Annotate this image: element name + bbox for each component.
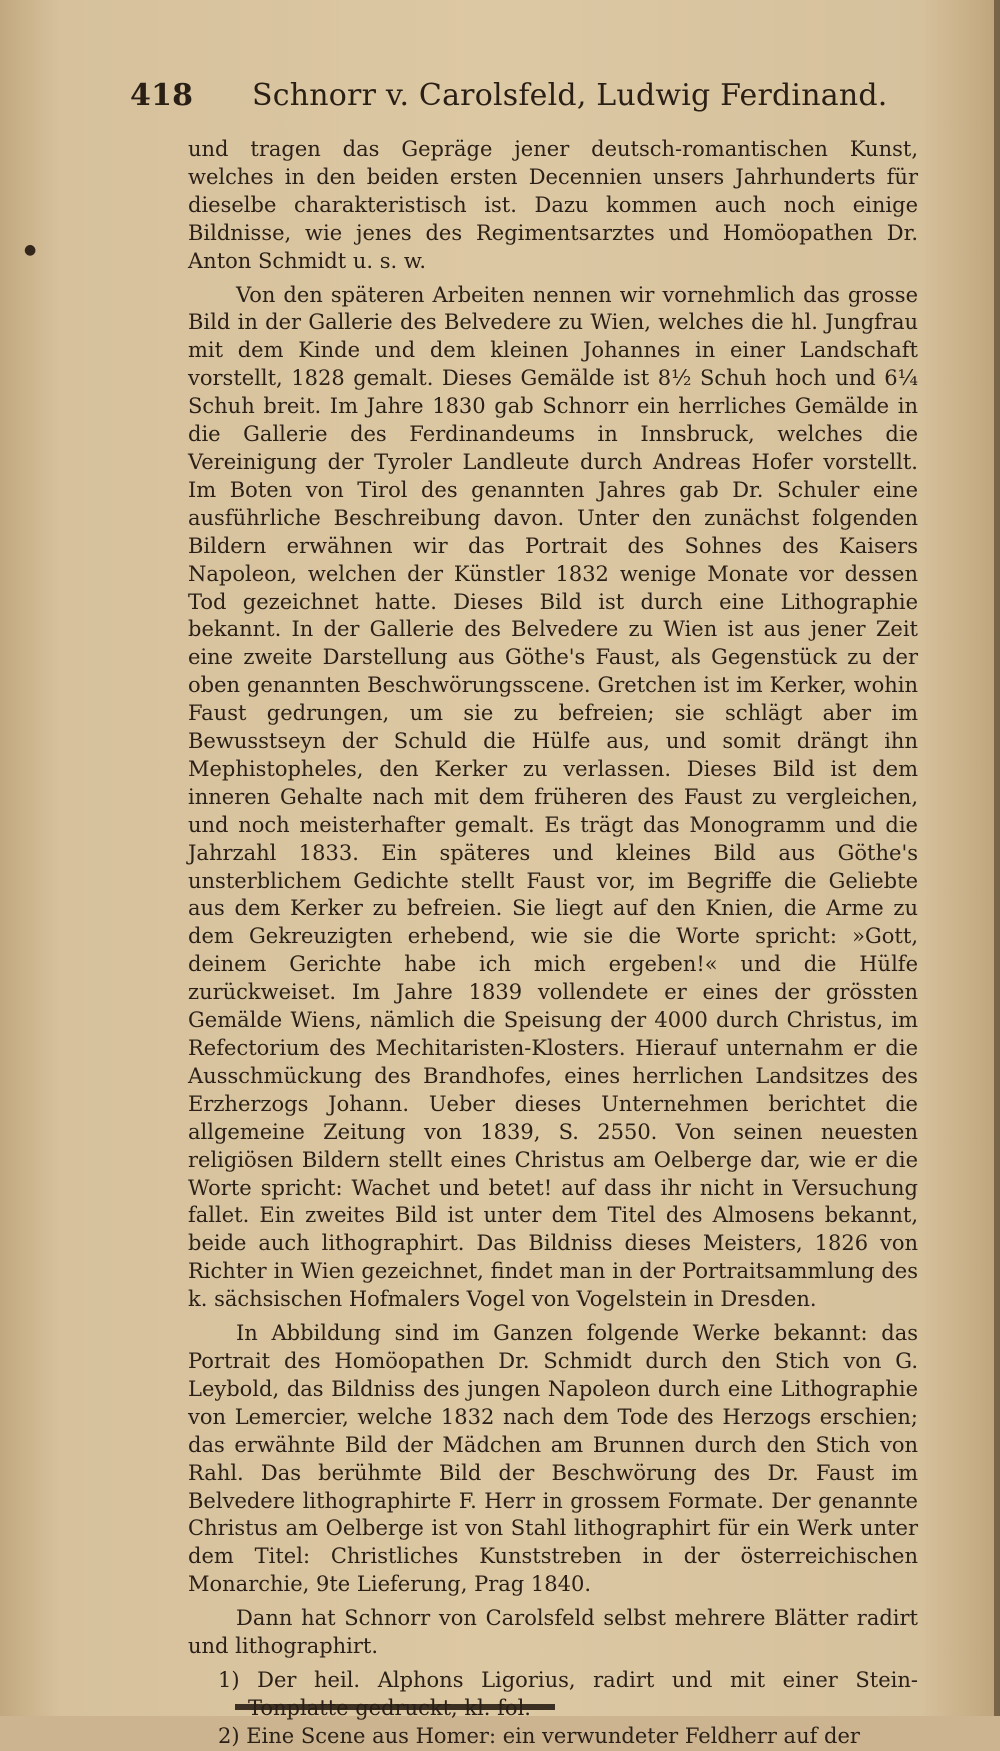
margin-mark: ● [24, 242, 37, 258]
paragraph: Dann hat Schnorr von Carolsfeld selbst mehrere Blätter radirt und lithographirt. [188, 1606, 918, 1659]
page-number: 418 [130, 78, 194, 113]
list-item: 1) Der heil. Alphons Ligorius, radirt und mit einer Stein- [218, 1667, 918, 1692]
body-text [188, 136, 918, 1751]
running-title: Schnorr v. Carolsfeld, Ludwig Ferdinand. [252, 78, 888, 113]
paragraph: Von den späteren Arbeiten nennen wir vornehmlich das grosse Bild in der Gallerie des Belvedere zu Wien, welches die hl. Jungfrau mit dem Kinde und dem kleinen Johannes in einer Landschaft vorstellt, 1828 gemalt. Dieses Gemälde ist 8½ Schuh hoch und 6¼ Schuh breit. Im Jahre 1830 gab Schnorr ein herrliches Gemälde in die Gallerie des Ferdinandeums in Innsbruck, welches die Vereinigung der Tyroler Landleute durch Andreas Hofer vorstellt. Im Boten von Tirol des genannten Jahres gab Dr. Schuler eine ausführliche Beschreibung davon. Unter den zunächst folgenden Bildern erwähnen wir das Portrait des Sohnes des Kaisers Napoleon, welchen der Künstler 1832 wenige Monate vor dessen Tod gezeichnet hatte. Dieses Bild ist durch eine Lithographie bekannt. In der Gallerie des Belvedere zu Wien ist aus jener Zeit eine zweite Darstellung aus Göthe's Faust, als Gegenstück zu der oben genannten Beschwörungsscene. Gretchen ist im Kerker, wohin Faust gedrungen, um sie zu befreien; sie schlägt aber im Bewusstseyn der Schuld die Hülfe aus, und somit drängt ihn Mephistopheles, den Kerker zu verlassen. Dieses Bild ist dem inneren Gehalte nach mit dem früheren des Faust zu vergleichen, und noch meisterhafter gemalt. Es trägt das Monogramm und die Jahrzahl 1833. Ein späteres und kleines Bild aus Göthe's unsterblichem Gedichte stellt Faust vor, im Begriffe die Geliebte aus dem Kerker zu befreien. Sie liegt auf den Knien, die Arme zu dem Gekreuzigten erhebend, wie sie die Worte spricht: »Gott, deinem Gerichte habe ich mich ergeben!« und die Hülfe zurückweiset. Im Jahre 1839 vollendete er eines der grössten Gemälde Wiens, nämlich die Speisung der 4000 durch Christus, im Refectorium des Mechitaristen-Klosters. Hierauf unternahm er die Ausschmückung des Brandhofes, eines herrlichen Landsitzes des Erzherzogs Johann. Ueber dieses Unternehmen berichtet die allgemeine Zeitung von 1839, S. 2550. Von seinen neuesten religiösen Bildern stellt eines Christus am Oelberge dar, wie er die Worte spricht: Wachet und betet! auf dass ihr nicht in Versuchung fallet. Ein zweites Bild ist unter dem Titel des Almosens bekannt, beide auch lithographirt. Das Bildniss dieses Meisters, 1826 von Richter in Wien gezeichnet, findet man in der Portraitsammlung des k. sächsischen Hofmalers Vogel von Vogelstein in Dresden. [188, 282, 918, 1312]
page-edge-shadow [994, 0, 1000, 1716]
list-item: 2) Eine Scene aus Homer: ein verwundeter Feldherr auf der [218, 1723, 860, 1748]
paragraph: und tragen das Gepräge jener deutsch-romantischen Kunst, welches in den beiden ersten Decennien unsers Jahrhunderts für dieselbe charakteristisch ist. Dazu kommen auch noch einige Bildnisse, wie jenes des Regimentsarztes und Homöopathen Dr. Anton Schmidt u. s. w. [188, 137, 918, 273]
running-header [130, 78, 890, 118]
bottom-rule [235, 1704, 555, 1710]
paragraph: In Abbildung sind im Ganzen folgende Werke bekannt: das Portrait des Homöopathen Dr. Schmidt durch den Stich von G. Leybold, das Bildniss des jungen Napoleon durch eine Lithographie von Lemercier, welche 1832 nach dem Tode des Herzogs erschien; das erwähnte Bild der Mädchen am Brunnen durch den Stich von Rahl. Das berühmte Bild der Beschwörung des Dr. Faust im Belvedere lithographirte F. Herr in grossem Formate. Der genannte Christus am Oelberge ist von Stahl lithographirt für ein Werk unter dem Titel: Christliches Kunststreben in der österreichischen Monarchie, 9te Lieferung, Prag 1840. [188, 1321, 918, 1597]
